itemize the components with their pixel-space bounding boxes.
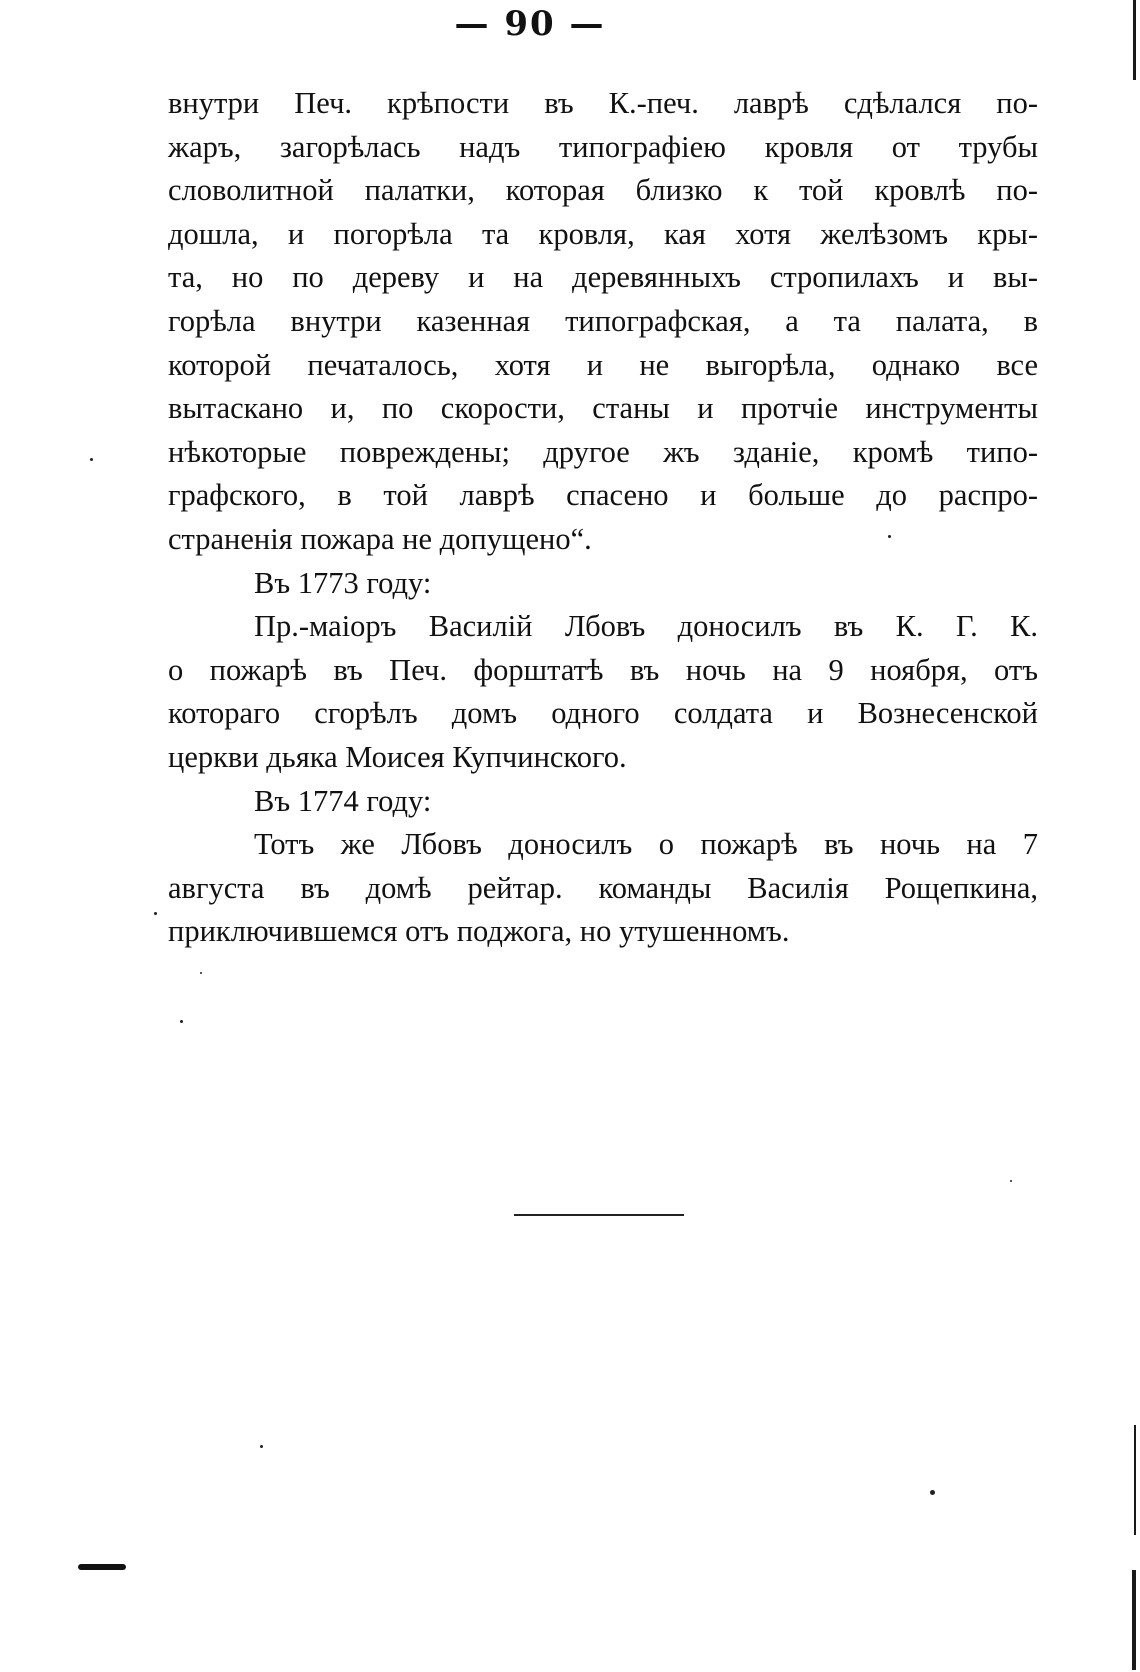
scan-edge-mark	[1133, 0, 1136, 80]
scan-speck	[180, 1020, 183, 1023]
text-line: церкви дьяка Моисея Купчинского.	[168, 739, 627, 774]
end-rule	[514, 1214, 684, 1216]
year-heading-1773: Въ 1773 году:	[254, 565, 432, 600]
text-line: графского, в той лаврѣ спасено и больше до распро-	[168, 478, 1038, 513]
text-line: Пр.-маіоръ Василій Лбовъ доносилъ въ К. Г. К.	[254, 609, 1038, 644]
scan-speck	[154, 912, 157, 915]
text-line: горѣла внутри казенная типографская, а та палата, в	[168, 303, 1038, 338]
text-line: внутри Печ. крѣпости въ К.-печ. лаврѣ сдѣлался по-	[168, 86, 1038, 120]
text-line: жаръ, загорѣлась надъ типографіею кровля от трубы	[168, 129, 1038, 164]
body-text	[168, 82, 1038, 954]
scan-speck	[930, 1490, 935, 1495]
text-line: словолитной палатки, которая близко к той кровлѣ по-	[168, 173, 1038, 208]
year-heading-1774: Въ 1774 году:	[254, 783, 432, 818]
text-line: нѣкоторые повреждены; другое жъ зданіе, кромѣ типо-	[168, 434, 1038, 469]
text-line: вытаскано и, по скорости, станы и протчіе инструменты	[168, 391, 1038, 426]
scan-margin-mark	[78, 1564, 126, 1570]
text-line: котораго сгорѣлъ домъ одного солдата и Вознесенской	[168, 696, 1038, 731]
scan-speck	[888, 535, 891, 538]
text-line: приключившемся отъ поджога, но утушенномъ.	[168, 914, 790, 949]
text-line: о пожарѣ въ Печ. форштатѣ въ ночь на 9 ноября, отъ	[168, 652, 1038, 687]
page-number: — 90 —	[454, 4, 606, 44]
scan-speck	[200, 972, 202, 974]
text-line: Тотъ же Лбовъ доносилъ о пожарѣ въ ночь на 7	[254, 827, 1038, 862]
scan-speck	[1010, 1180, 1012, 1182]
text-line: августа въ домѣ рейтар. команды Василія Рощепкина,	[168, 870, 1038, 905]
text-line: та, но по дереву и на деревянныхъ стропилахъ и вы-	[168, 260, 1038, 295]
scan-speck	[260, 1445, 263, 1448]
text-line: страненія пожара не допущено“.	[168, 521, 592, 556]
text-line: которой печаталось, хотя и не выгорѣла, однако все	[168, 347, 1038, 382]
scan-edge-mark	[1132, 1570, 1136, 1670]
scan-edge-mark	[1134, 1425, 1136, 1535]
scan-speck	[90, 458, 93, 461]
text-line: дошла, и погорѣла та кровля, кая хотя желѣзомъ кры-	[168, 216, 1038, 251]
